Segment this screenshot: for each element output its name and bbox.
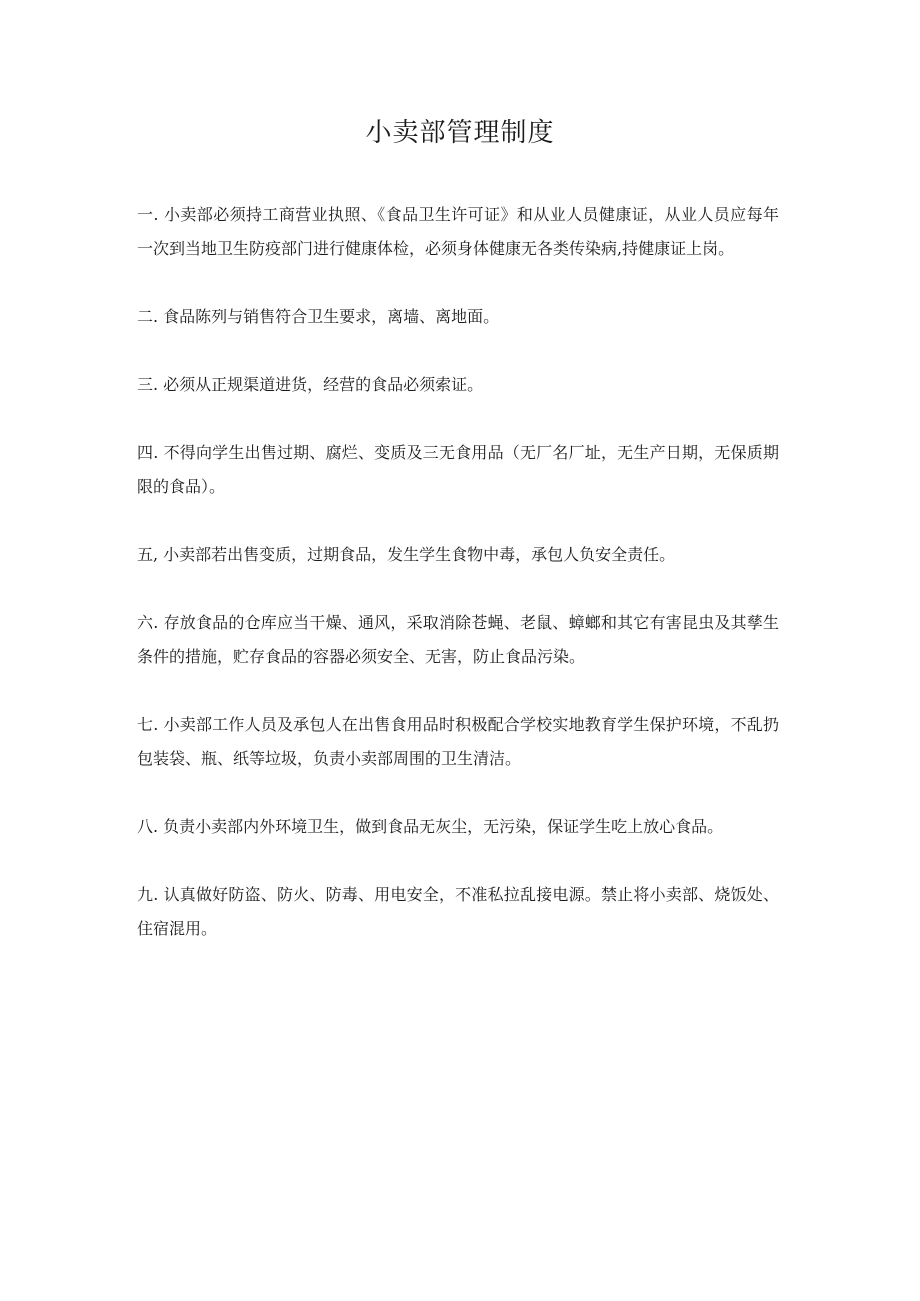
clause-5: 五, 小卖部若出售变质，过期食品，发生学生食物中毒，承包人负安全责任。: [137, 545, 676, 564]
clause-1: 一. 小卖部必须持工商营业执照、《食品卫生许可证》和从业人员健康证，从业人员应每年一次到当地卫生防疫部门进行健康体检，必须身体健康无各类传染病,持健康证上岗。: [137, 205, 779, 258]
clause-3: 三. 必须从正规渠道进货，经营的食品必须索证。: [137, 375, 484, 394]
clause-2: 二. 食品陈列与销售符合卫生要求，离墙、离地面。: [137, 307, 500, 326]
clause-list: [137, 198, 779, 980]
clause-4: 四. 不得向学生出售过期、腐烂、变质及三无食用品（无厂名厂址，无生产日期，无保质期限的食品）。: [137, 443, 779, 496]
clause-8: 八. 负责小卖部内外环境卫生，做到食品无灰尘，无污染，保证学生吃上放心食品。: [137, 817, 724, 836]
clause-9: 九. 认真做好防盗、防火、防毒、用电安全，不准私拉乱接电源。禁止将小卖部、烧饭处、住宿混用。: [137, 885, 779, 938]
clause-7: 七. 小卖部工作人员及承包人在出售食用品时积极配合学校实地教育学生保护环境，不乱扔包装袋、瓶、纸等垃圾，负责小卖部周围的卫生清洁。: [137, 715, 779, 768]
document-title: 小卖部管理制度: [365, 118, 555, 148]
clause-6: 六. 存放食品的仓库应当干燥、通风，采取消除苍蝇、老鼠、蟑螂和其它有害昆虫及其孳生条件的措施，贮存食品的容器必须安全、无害，防止食品污染。: [137, 613, 779, 666]
